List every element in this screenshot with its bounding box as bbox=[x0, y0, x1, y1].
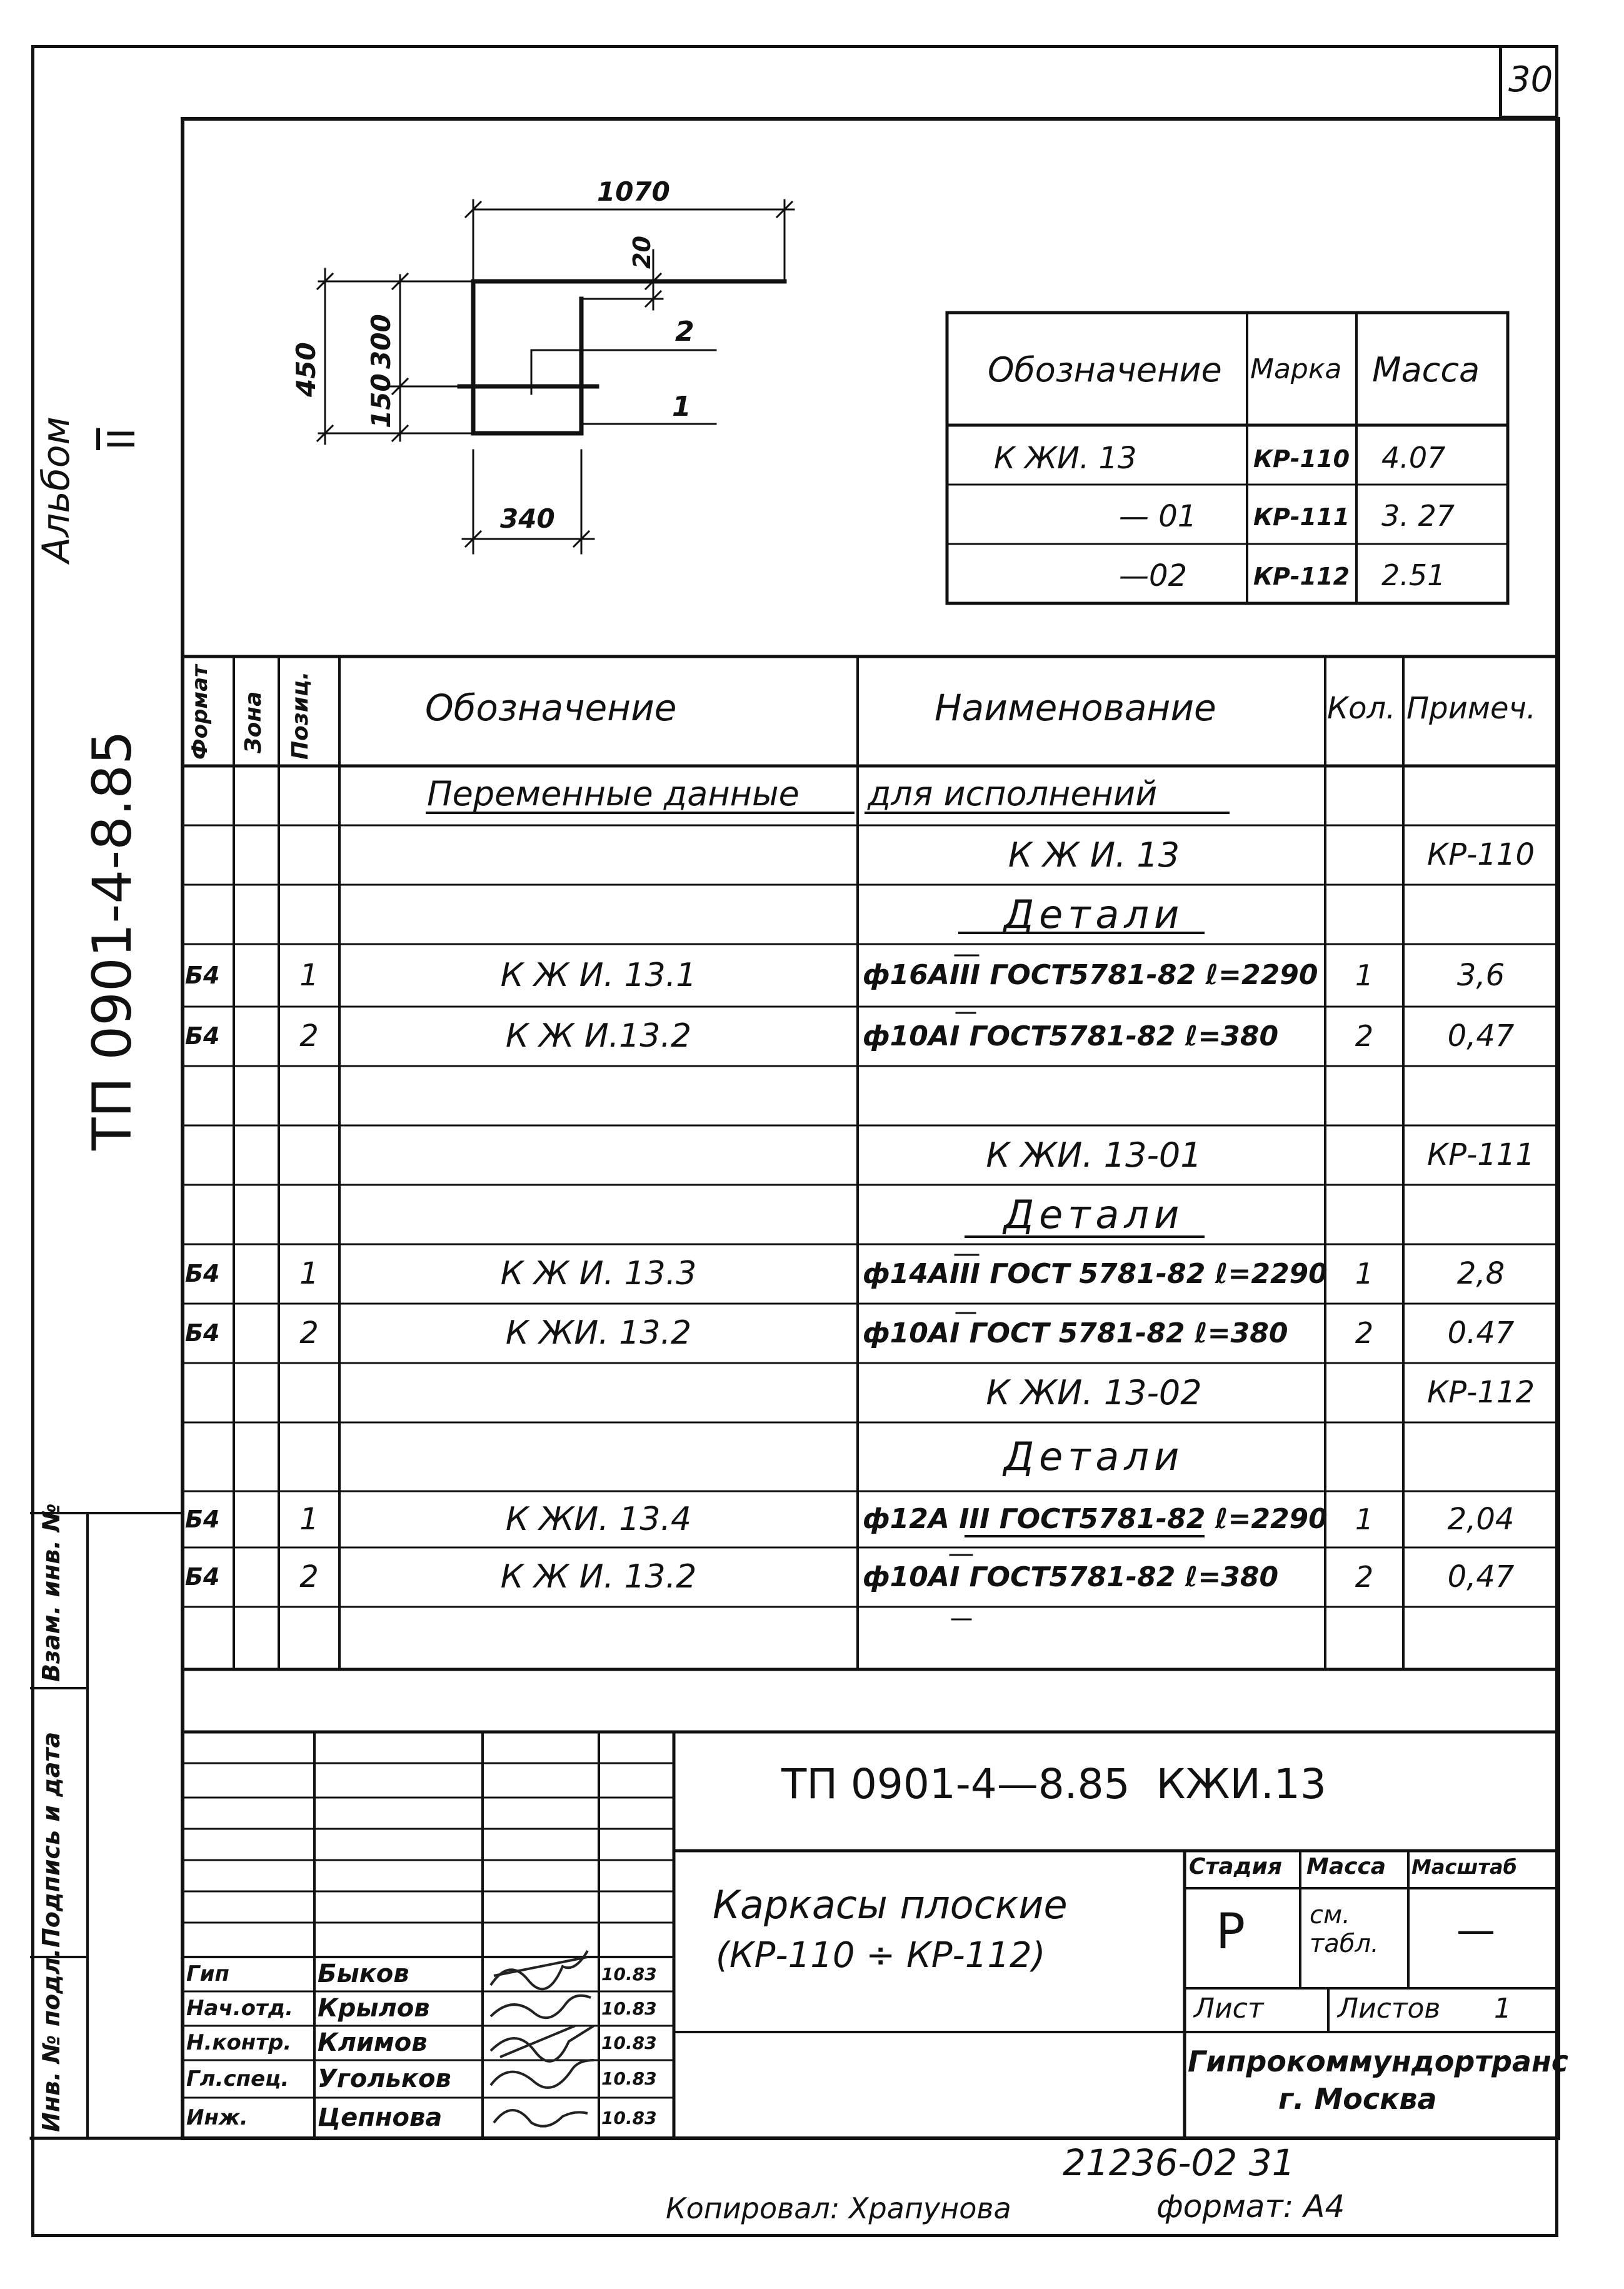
spec-position-cell: 2 bbox=[299, 1559, 319, 1594]
sheets-count: 1 bbox=[1494, 1993, 1511, 2025]
spec-name-cell: Детали bbox=[1003, 1192, 1185, 1237]
paper-format: формат: А4 bbox=[1156, 2188, 1345, 2225]
spec-designation-cell: К ЖИ. 13.4 bbox=[505, 1501, 692, 1538]
spec-position-cell: 1 bbox=[299, 1256, 319, 1291]
organization-city: г. Москва bbox=[1278, 2082, 1437, 2116]
stage-label: Стадия bbox=[1189, 1854, 1282, 1879]
signer-date: 10.83 bbox=[601, 2068, 657, 2089]
spec-qty-cell bbox=[1325, 1185, 1403, 1244]
spec-designation-cell: К ЖИ. 13.2 bbox=[505, 1314, 692, 1352]
signer-name: Быков bbox=[318, 1959, 409, 1988]
spec-note-cell bbox=[1403, 885, 1558, 944]
position-label-1: 1 bbox=[672, 391, 691, 423]
mass-table-header-designation: Обозначение bbox=[988, 350, 1222, 390]
spec-position-cell bbox=[279, 1363, 339, 1422]
signer-date: 10.83 bbox=[601, 2033, 657, 2053]
spec-qty-cell: 1 bbox=[1355, 958, 1374, 992]
signer-date: 10.83 bbox=[601, 1964, 657, 1985]
sheet-number: 30 bbox=[1508, 59, 1553, 100]
signer-role: Гл.спец. bbox=[186, 2066, 289, 2091]
spec-note-cell: 2,04 bbox=[1447, 1502, 1515, 1537]
field-vzam-inv: Взам. инв. № bbox=[38, 1503, 65, 1682]
spec-header-name: Наименование bbox=[935, 687, 1216, 729]
spec-format-cell bbox=[185, 885, 233, 944]
spec-qty-cell: 2 bbox=[1355, 1560, 1374, 1594]
mass-row-mark: КР-111 bbox=[1253, 503, 1350, 531]
archive-number: 21236-02 31 bbox=[1063, 2141, 1295, 2184]
spec-qty-cell bbox=[1325, 1066, 1403, 1125]
spec-name-cell: ф14АIII ГОСТ 5781-82 ℓ=2290 bbox=[863, 1258, 1328, 1290]
organization-name: Гипрокоммундортранс bbox=[1188, 2045, 1569, 2078]
dim-340: 340 bbox=[500, 503, 555, 534]
field-podpis-data: Подпись и дата bbox=[38, 1731, 65, 1948]
signer-role: Гип bbox=[186, 1961, 229, 1986]
signer-role: Нач.отд. bbox=[186, 1996, 294, 2021]
album-number: $\overline{II}$ bbox=[100, 428, 144, 450]
spec-name-cell: К ЖИ. 13-01 bbox=[986, 1135, 1202, 1175]
mass-row-designation: —02 bbox=[1119, 558, 1188, 593]
spec-qty-cell bbox=[1325, 1422, 1403, 1491]
mass-label: Масса bbox=[1306, 1854, 1386, 1879]
spec-designation-cell: К Ж И.13.2 bbox=[505, 1017, 692, 1055]
spec-position-cell bbox=[279, 1125, 339, 1185]
spec-name-cell bbox=[863, 1066, 1325, 1125]
spec-note-cell: КР-111 bbox=[1427, 1137, 1535, 1172]
drawing-title-line1: Каркасы плоские bbox=[713, 1882, 1068, 1928]
spec-designation-cell bbox=[339, 825, 858, 885]
spec-position-cell: 1 bbox=[299, 958, 319, 993]
spec-designation-cell bbox=[339, 885, 858, 944]
spec-designation-cell: К Ж И. 13.2 bbox=[500, 1558, 697, 1596]
spec-qty-cell bbox=[1325, 1363, 1403, 1422]
drawing-title-line2: (КР-110 ÷ КР-112) bbox=[716, 1935, 1046, 1976]
spec-header-format: Формат bbox=[188, 665, 213, 760]
variable-data-title-right: для исполнений bbox=[868, 774, 1158, 813]
mass-table-header-mass: Масса bbox=[1372, 350, 1480, 390]
mass-row-mark: КР-110 bbox=[1253, 445, 1350, 473]
spec-header-note: Примеч. bbox=[1406, 691, 1536, 726]
album-label: Альбом bbox=[34, 416, 78, 563]
spec-designation-cell bbox=[339, 1422, 858, 1491]
spec-format-cell: Б4 bbox=[185, 1563, 220, 1591]
mass-row-mass: 3. 27 bbox=[1381, 499, 1455, 533]
spec-designation-cell bbox=[339, 1125, 858, 1185]
variable-data-title-left: Переменные данные bbox=[427, 774, 799, 813]
position-label-2: 2 bbox=[675, 316, 694, 348]
signer-date: 10.83 bbox=[601, 1998, 657, 2019]
spec-format-cell bbox=[185, 1125, 233, 1185]
scale-value: — bbox=[1456, 1907, 1495, 1953]
spec-note-cell: 3,6 bbox=[1456, 958, 1505, 993]
spec-name-cell: ф10АI ГОСТ 5781-82 ℓ=380 bbox=[863, 1317, 1288, 1349]
spec-qty-cell: 1 bbox=[1355, 1502, 1374, 1536]
spec-format-cell: Б4 bbox=[185, 1022, 220, 1050]
signer-name: Цепнова bbox=[318, 2103, 443, 2132]
spec-name-cell: ф12А III ГОСТ5781-82 ℓ=2290 bbox=[863, 1503, 1328, 1535]
mass-table-header-mark: Марка bbox=[1250, 353, 1342, 385]
spec-name-cell: ф10АI ГОСТ5781-82 ℓ=380 bbox=[863, 1020, 1279, 1052]
spec-qty-cell bbox=[1325, 1125, 1403, 1185]
spec-position-cell bbox=[279, 825, 339, 885]
spec-note-cell: 0.47 bbox=[1447, 1316, 1515, 1351]
spec-name-cell: К ЖИ. 13-02 bbox=[986, 1373, 1202, 1412]
mass-value: см. табл. bbox=[1310, 1901, 1379, 1958]
mass-row-mass: 2.51 bbox=[1381, 558, 1446, 592]
spec-designation-cell: К Ж И. 13.1 bbox=[500, 957, 697, 994]
stage-value: Р bbox=[1216, 1904, 1246, 1960]
sheet-label: Лист bbox=[1194, 1993, 1264, 2025]
spec-format-cell: Б4 bbox=[185, 1319, 220, 1347]
spec-position-cell: 2 bbox=[299, 1316, 319, 1351]
spec-note-cell bbox=[1403, 1185, 1558, 1244]
spec-format-cell: Б4 bbox=[185, 1506, 220, 1533]
spec-position-cell bbox=[279, 1066, 339, 1125]
spec-format-cell bbox=[185, 1185, 233, 1244]
mass-row-designation: — 01 bbox=[1119, 499, 1197, 534]
spec-header-designation: Обозначение bbox=[425, 687, 677, 729]
spec-header-zone: Зона bbox=[241, 691, 266, 753]
field-inv-podl: Инв. № подл. bbox=[38, 1948, 65, 2132]
dim-450: 450 bbox=[291, 342, 321, 397]
spec-format-cell bbox=[185, 825, 233, 885]
spec-name-cell: ф10АI ГОСТ5781-82 ℓ=380 bbox=[863, 1561, 1279, 1593]
signer-role: Инж. bbox=[186, 2105, 248, 2130]
spec-note-cell: 2,8 bbox=[1456, 1256, 1505, 1291]
dim-1070: 1070 bbox=[597, 176, 670, 207]
spec-note-cell bbox=[1403, 1066, 1558, 1125]
spec-name-cell: Детали bbox=[1003, 892, 1185, 937]
spec-note-cell: 0,47 bbox=[1447, 1559, 1515, 1594]
spec-format-cell bbox=[185, 1422, 233, 1491]
dim-20: 20 bbox=[628, 236, 656, 269]
mass-row-mark: КР-112 bbox=[1253, 563, 1350, 590]
signer-name: Крылов bbox=[318, 1994, 430, 2023]
signatures bbox=[491, 1951, 594, 2126]
spec-position-cell bbox=[279, 1422, 339, 1491]
signer-name: Климов bbox=[318, 2028, 428, 2057]
mass-row-mass: 4.07 bbox=[1381, 441, 1446, 475]
signer-date: 10.83 bbox=[601, 2108, 657, 2128]
spec-position-cell bbox=[279, 885, 339, 944]
title-block-code: ТП 0901-4—8.85 КЖИ.13 bbox=[781, 1760, 1326, 1808]
dim-150: 150 bbox=[366, 373, 396, 428]
spec-format-cell: Б4 bbox=[185, 1260, 220, 1287]
spec-position-cell: 1 bbox=[299, 1502, 319, 1537]
scale-label: Масштаб bbox=[1411, 1855, 1517, 1879]
signer-name: Угольков bbox=[318, 2065, 451, 2093]
spec-position-cell bbox=[279, 1185, 339, 1244]
spec-format-cell: Б4 bbox=[185, 962, 220, 989]
spec-note-cell bbox=[1403, 1422, 1558, 1491]
signer-role: Н.контр. bbox=[186, 2030, 292, 2055]
spec-note-cell: КР-110 bbox=[1427, 837, 1535, 872]
spec-designation-cell: К Ж И. 13.3 bbox=[500, 1255, 697, 1292]
spec-designation-cell bbox=[339, 1363, 858, 1422]
copied-by: Копировал: Храпунова bbox=[666, 2191, 1011, 2225]
spec-note-cell: 0,47 bbox=[1447, 1019, 1515, 1054]
spec-designation-cell bbox=[339, 1066, 858, 1125]
mass-row-designation: К ЖИ. 13 bbox=[994, 441, 1137, 476]
spec-format-cell bbox=[185, 1066, 233, 1125]
spec-name-cell: К Ж И. 13 bbox=[1008, 835, 1180, 875]
spec-qty-cell: 2 bbox=[1355, 1019, 1374, 1053]
spec-header-pos: Позиц. bbox=[288, 671, 313, 760]
spec-name-cell: Детали bbox=[1003, 1434, 1185, 1479]
spec-position-cell: 2 bbox=[299, 1019, 319, 1054]
dim-300: 300 bbox=[366, 314, 396, 369]
spec-qty-cell: 2 bbox=[1355, 1316, 1374, 1350]
spec-name-cell: ф16АIII ГОСТ5781-82 ℓ=2290 bbox=[863, 959, 1318, 991]
spec-qty-cell: 1 bbox=[1355, 1257, 1374, 1290]
spec-qty-cell bbox=[1325, 885, 1403, 944]
spec-note-cell: КР-112 bbox=[1427, 1375, 1535, 1410]
sheets-label: Листов bbox=[1338, 1993, 1441, 2025]
spec-format-cell bbox=[185, 1363, 233, 1422]
project-code-vertical: ТП 0901-4-8.85 bbox=[81, 730, 144, 1150]
spec-header-qty: Кол. bbox=[1327, 691, 1396, 726]
spec-designation-cell bbox=[339, 1185, 858, 1244]
spec-qty-cell bbox=[1325, 825, 1403, 885]
